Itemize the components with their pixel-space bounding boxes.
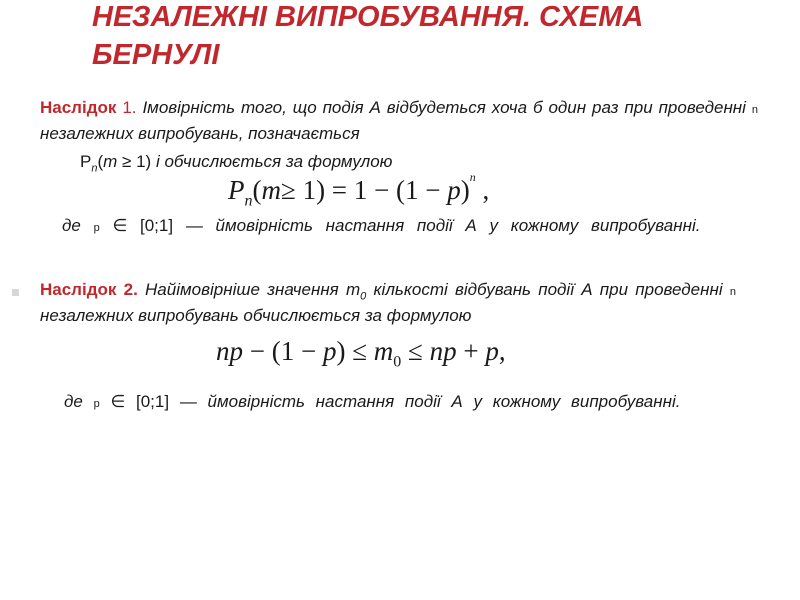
corollary-2-label: Наслідок 2. [40, 280, 138, 299]
bullet-marker [12, 289, 19, 296]
corollary-1-text-line3: $P_n(m \ge 1)$ і обчислюється за формулою [80, 152, 393, 175]
corollary-2-text: Наслідок 2. Найімовірніше значення $m_0$ кількості відбувань події А при проведенні n незалежних випробувань обчислюється за формулою [40, 280, 736, 325]
formula-1: $P_n(m\ge 1) = 1 - (1 - p)^n$ , [228, 170, 490, 210]
corollary-2-note: де p ∈ [0;1] — ймовірність настання події А у кожному випробуванні. [64, 392, 681, 411]
corollary-1-label: Наслідок 1. [40, 98, 137, 117]
corollary-1-text: Наслідок 1. Імовірність того, що подія А відбудеться хоча б один раз при проведенні n незалежних випробувань, позначається [40, 98, 758, 143]
formula-2: np − $(1 - p) \le m_0$ ≤ np + p, [216, 336, 506, 371]
corollary-1-note: де p ∈ [0;1] — ймовірність настання події А у кожному випробуванні. [62, 216, 701, 235]
page-title: НЕЗАЛЕЖНІ ВИПРОБУВАННЯ. СХЕМА БЕРНУЛІ [92, 1, 644, 71]
